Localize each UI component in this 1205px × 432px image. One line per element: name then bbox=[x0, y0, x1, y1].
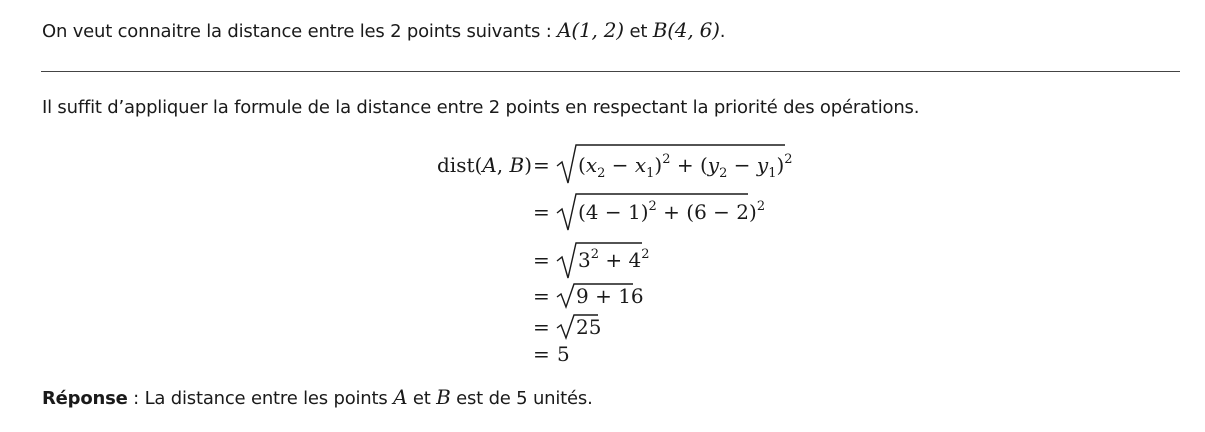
problem-text: On veut connaitre la distance entre les 2 points suivants : bbox=[42, 21, 558, 42]
point-a-coordinates: A(1, 2) bbox=[557, 18, 624, 42]
equals-sign: = bbox=[533, 284, 550, 308]
answer-label: Réponse bbox=[42, 388, 128, 409]
instruction-text: Il suffit d’appliquer la formule de la distance entre 2 points en respectant la priorité des opérations. bbox=[42, 97, 920, 118]
period-text: . bbox=[719, 21, 726, 42]
equals-sign: = bbox=[533, 342, 550, 366]
point-b-coordinates: B(4, 6) bbox=[652, 18, 720, 42]
derivation-lhs: dist(A, B) bbox=[437, 153, 532, 177]
derivation-step-1 bbox=[437, 145, 793, 183]
answer-separator: : bbox=[127, 388, 145, 409]
formula-root: 25 bbox=[576, 315, 602, 339]
answer-conjunction: et bbox=[407, 388, 437, 409]
equals-sign: = bbox=[533, 200, 550, 224]
derivation-step-3 bbox=[533, 243, 650, 278]
answer-text-before: La distance entre les points bbox=[144, 388, 394, 409]
equals-sign: = bbox=[533, 248, 550, 272]
answer-point-b: B bbox=[436, 385, 451, 409]
answer-text-after: est de 5 unités. bbox=[450, 388, 593, 409]
derivation-step-6 bbox=[533, 342, 570, 366]
derivation-step-2 bbox=[533, 194, 765, 230]
equals-sign: = bbox=[533, 315, 550, 339]
derivation-step-4 bbox=[533, 284, 644, 308]
formula-result: 5 bbox=[557, 342, 570, 366]
answer-point-a: A bbox=[393, 385, 408, 409]
formula-squares: $3^2 + 4^2$ bbox=[578, 247, 650, 272]
answer-line bbox=[42, 385, 593, 409]
derivation-step-5 bbox=[533, 315, 601, 339]
conjunction-text: et bbox=[623, 21, 653, 42]
formula-sum: 9 + 16 bbox=[576, 284, 644, 308]
formula-substituted: $(4 - 1)^2 + (6 - 2)^2$ bbox=[578, 199, 766, 224]
equals-sign: = bbox=[533, 153, 550, 177]
formula-general: $(x_2 - x_1)^2 + (y_2 - y_1)^2$ bbox=[578, 152, 793, 181]
